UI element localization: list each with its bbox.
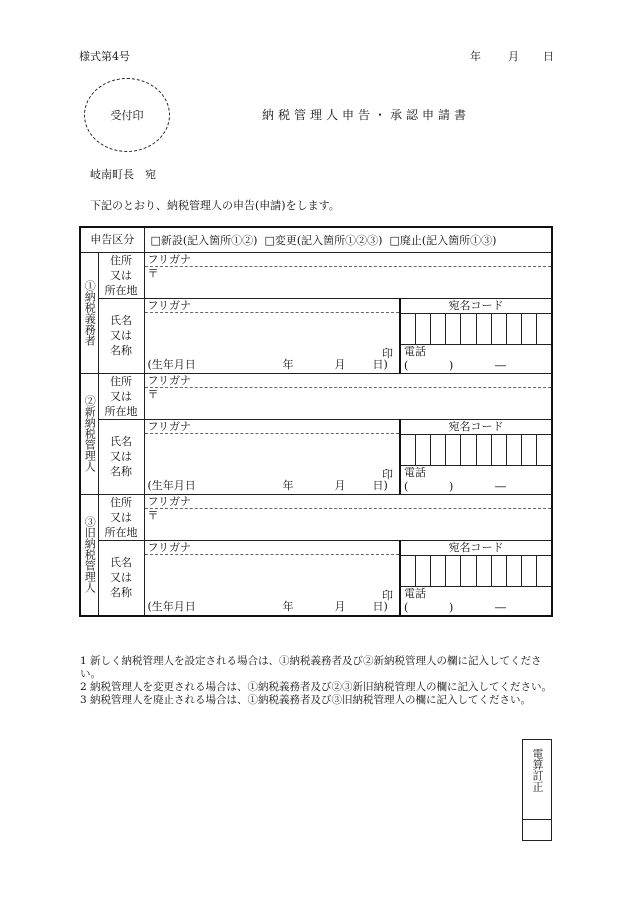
zip-mark: 〒: [147, 508, 159, 522]
birth-day-label: 日): [372, 357, 388, 371]
note-1: 1 新しく納税管理人を設定される場合は、①納税義務者及び②新納税管理人の欄に記入してください。: [80, 655, 542, 680]
code-boxes[interactable]: [401, 556, 551, 587]
reception-stamp-area: [84, 78, 170, 152]
section-2-name-field[interactable]: [144, 419, 400, 494]
seal-mark: 印: [382, 467, 393, 481]
application-form-table: [79, 226, 553, 617]
code-label: 宛名コード: [401, 420, 551, 435]
furigana-label: フリガナ: [145, 495, 552, 509]
date-day-label: 日: [543, 50, 554, 63]
birth-month-label: 月: [334, 478, 346, 492]
filing-category-options: [144, 227, 552, 252]
section-3-name-field[interactable]: [144, 540, 400, 616]
filing-category-label: 申告区分: [80, 227, 144, 252]
option-new-checkbox[interactable]: □新設(記入箇所①②): [150, 233, 258, 247]
section-2-title: ②新納税管理人: [80, 373, 98, 494]
birth-month-label: 月: [334, 357, 346, 371]
section-2-address-field[interactable]: [144, 373, 552, 419]
code-boxes[interactable]: [401, 314, 551, 345]
date-year-label: 年: [470, 50, 481, 63]
birth-year-label: 年: [282, 357, 294, 371]
birth-label: (生年月日: [147, 357, 196, 371]
furigana-label: フリガナ: [145, 541, 400, 555]
birth-label: (生年月日: [147, 599, 196, 613]
phone-field[interactable]: 電話 ( ) ―: [404, 586, 506, 614]
note-2: 2 納税管理人を変更される場合は、①納税義務者及び②③新旧納税管理人の欄に記入してください。: [80, 681, 553, 693]
birth-year-label: 年: [282, 478, 294, 492]
form-number: 様式第4号: [79, 50, 130, 63]
zip-mark: 〒: [147, 266, 159, 280]
addressee: 岐南町長 宛: [90, 168, 156, 181]
furigana-label: フリガナ: [145, 374, 552, 388]
name-label: 氏名 又は 名称: [98, 419, 144, 494]
code-label: 宛名コード: [401, 299, 551, 314]
birth-month-label: 月: [334, 599, 346, 613]
section-1-address-field[interactable]: [144, 252, 552, 298]
office-use-label: 電算訂正: [531, 748, 544, 792]
birth-label: (生年月日: [147, 478, 196, 492]
form-title: 納税管理人申告・承認申請書: [262, 108, 471, 122]
section-1-name-field[interactable]: [144, 298, 400, 373]
birth-day-label: 日): [372, 599, 388, 613]
instructions: [80, 655, 560, 707]
seal-mark: 印: [382, 346, 393, 360]
furigana-label: フリガナ: [145, 420, 400, 434]
intro-text: 下記のとおり、納税管理人の申告(申請)をします。: [90, 199, 340, 212]
seal-mark: 印: [382, 588, 393, 602]
section-1-code-phone: [400, 298, 552, 373]
section-2-code-phone: [400, 419, 552, 494]
code-label: 宛名コード: [401, 541, 551, 556]
address-label: 住所 又は 所在地: [98, 494, 144, 540]
note-3: 3 納税管理人を廃止される場合は、①納税義務者及び③旧納税管理人の欄に記入してください。: [80, 694, 532, 706]
section-3-title: ③旧納税管理人: [80, 494, 98, 616]
name-label: 氏名 又は 名称: [98, 540, 144, 616]
phone-field[interactable]: 電話 ( ) ―: [404, 465, 506, 493]
phone-field[interactable]: 電話 ( ) ―: [404, 344, 506, 372]
section-3-code-phone: [400, 540, 552, 616]
option-abolish-checkbox[interactable]: □廃止(記入箇所①③): [389, 233, 497, 247]
birth-year-label: 年: [282, 599, 294, 613]
office-use-stamp-cell: [523, 819, 551, 840]
date-month-label: 月: [508, 50, 519, 63]
furigana-label: フリガナ: [145, 299, 400, 313]
section-3-address-field[interactable]: [144, 494, 552, 540]
code-boxes[interactable]: [401, 435, 551, 466]
office-use-box: [522, 739, 552, 841]
reception-stamp-label: 受付印: [110, 109, 144, 122]
birth-day-label: 日): [372, 478, 388, 492]
zip-mark: 〒: [147, 387, 159, 401]
section-1-title: ①納税義務者: [80, 252, 98, 373]
address-label: 住所 又は 所在地: [98, 373, 144, 419]
address-label: 住所 又は 所在地: [98, 252, 144, 298]
furigana-label: フリガナ: [145, 253, 552, 267]
option-change-checkbox[interactable]: □変更(記入箇所①②③): [264, 233, 383, 247]
name-label: 氏名 又は 名称: [98, 298, 144, 373]
